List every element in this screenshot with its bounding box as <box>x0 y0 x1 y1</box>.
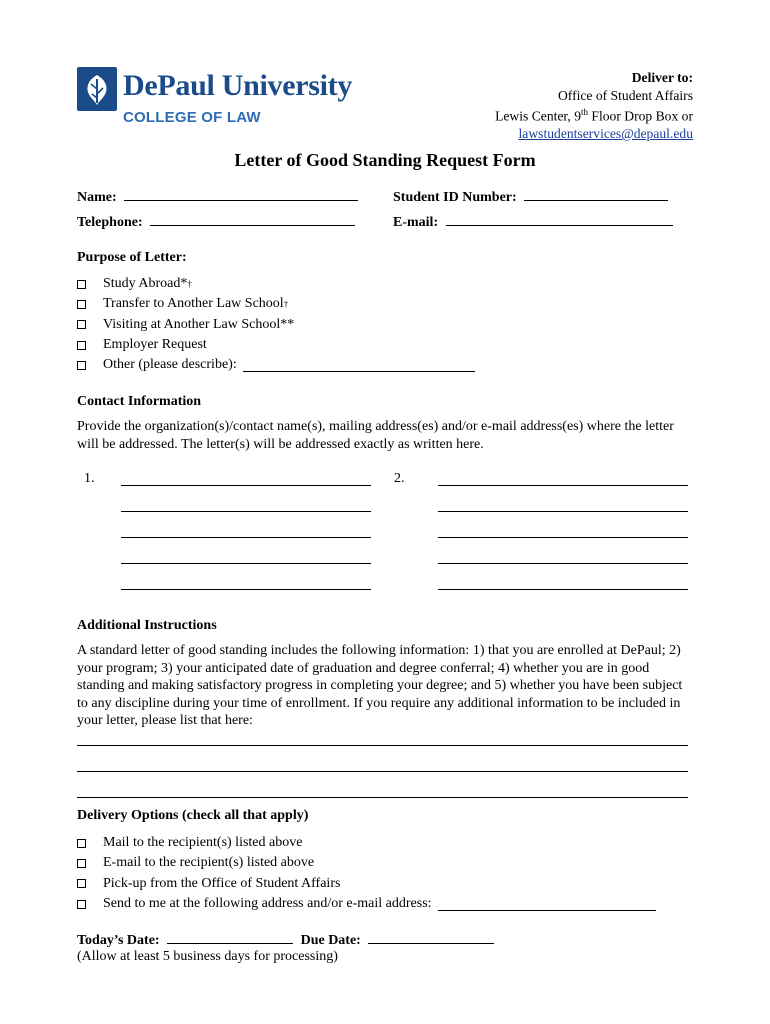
todays-date-label: Today’s Date: <box>77 933 160 948</box>
checkbox[interactable] <box>77 361 86 370</box>
recipient-2-line[interactable] <box>438 485 688 486</box>
delivery-option-label: Mail to the recipient(s) listed above <box>103 835 303 851</box>
telephone-label: Telephone: <box>77 215 143 230</box>
checkbox[interactable] <box>77 839 86 848</box>
name-blank[interactable] <box>124 188 358 201</box>
deliver-to-block <box>495 69 693 143</box>
recipient-1-line[interactable] <box>121 563 371 564</box>
telephone-blank[interactable] <box>150 213 355 226</box>
purpose-option-sup: † <box>283 299 289 310</box>
purpose-option-visiting[interactable] <box>77 315 475 335</box>
recipient-2-line[interactable] <box>438 589 688 590</box>
send-to-me-blank[interactable] <box>438 898 656 911</box>
form-title: Letter of Good Standing Request Form <box>234 150 536 170</box>
college-name: COLLEGE OF LAW <box>123 109 261 126</box>
additional-heading: Additional Instructions <box>77 618 217 633</box>
email-label: E-mail: <box>393 215 439 230</box>
checkbox[interactable] <box>77 859 86 868</box>
recipient-2-line[interactable] <box>438 563 688 564</box>
student-id-blank[interactable] <box>524 188 668 201</box>
email-field[interactable] <box>393 213 673 232</box>
deliver-office: Office of Student Affairs <box>557 87 693 103</box>
delivery-options <box>77 833 656 914</box>
delivery-option-label: E-mail to the recipient(s) listed above <box>103 855 315 871</box>
deliver-to-label: Deliver to: <box>631 70 693 85</box>
recipient-2-number: 2. <box>394 471 405 486</box>
depaul-logo <box>77 67 417 131</box>
deliver-email-link[interactable]: lawstudentservices@depaul.edu <box>518 126 693 142</box>
checkbox[interactable] <box>77 900 86 909</box>
email-blank[interactable] <box>446 213 673 226</box>
purpose-options <box>77 274 475 375</box>
checkbox[interactable] <box>77 879 86 888</box>
student-id-label: Student ID Number: <box>393 190 517 205</box>
recipient-1-line[interactable] <box>121 485 371 486</box>
purpose-option-label: Employer Request <box>103 337 207 353</box>
purpose-option-transfer[interactable] <box>77 294 475 314</box>
other-describe-blank[interactable] <box>243 359 475 372</box>
delivery-option-send-to-me[interactable] <box>77 894 656 914</box>
name-label: Name: <box>77 190 117 205</box>
recipient-1-number: 1. <box>84 471 95 486</box>
purpose-option-label: Study Abroad* <box>103 276 188 292</box>
processing-note: (Allow at least 5 business days for processing) <box>77 949 338 964</box>
purpose-option-label: Transfer to Another Law School <box>103 296 284 312</box>
checkbox[interactable] <box>77 300 86 309</box>
todays-date-blank[interactable] <box>167 931 293 944</box>
additional-info-line[interactable] <box>77 771 688 772</box>
additional-instructions: A standard letter of good standing includes the following information: 1) that you are enrolled at DePaul; 2) your program; 3) your anticipated date of graduation and degree conferral; 4) whether you are in good standing and making satisfactory progress in completing your degree; and 5) whether you have been subject to any discipline during your time of enrollment. If you require any additional information to be included in your letter, please list that here: <box>77 643 683 729</box>
delivery-option-label: Pick-up from the Office of Student Affairs <box>103 875 341 891</box>
checkbox[interactable] <box>77 280 86 289</box>
delivery-option-email[interactable] <box>77 853 656 873</box>
recipient-2-line[interactable] <box>438 537 688 538</box>
delivery-heading: Delivery Options (check all that apply) <box>77 808 309 823</box>
deliver-location-b: Floor Drop Box or <box>588 108 693 124</box>
delivery-option-pickup[interactable] <box>77 874 656 894</box>
due-date-label: Due Date: <box>300 933 361 948</box>
checkbox[interactable] <box>77 320 86 329</box>
additional-info-line[interactable] <box>77 745 688 746</box>
recipient-1-line[interactable] <box>121 537 371 538</box>
recipient-1-line[interactable] <box>121 511 371 512</box>
deliver-location-sup: th <box>581 107 589 117</box>
deliver-location-a: Lewis Center, 9 <box>495 108 581 124</box>
delivery-option-label: Send to me at the following address and/or e-mail address: <box>103 896 432 912</box>
recipient-2-line[interactable] <box>438 511 688 512</box>
university-name: DePaul University <box>123 69 353 102</box>
delivery-option-mail[interactable] <box>77 833 656 853</box>
purpose-option-employer[interactable] <box>77 335 475 355</box>
recipient-1-line[interactable] <box>121 589 371 590</box>
deliver-location <box>495 104 693 125</box>
purpose-option-study-abroad[interactable] <box>77 274 475 294</box>
contact-heading: Contact Information <box>77 394 202 409</box>
depaul-leaf-logo-icon <box>77 67 117 111</box>
due-date-blank[interactable] <box>368 931 494 944</box>
additional-info-line[interactable] <box>77 797 688 798</box>
purpose-option-label: Other (please describe): <box>103 357 237 373</box>
student-id-field[interactable] <box>393 188 668 207</box>
purpose-option-other[interactable] <box>77 355 475 375</box>
purpose-heading: Purpose of Letter: <box>77 250 187 265</box>
purpose-option-label: Visiting at Another Law School** <box>103 316 295 332</box>
name-field[interactable] <box>77 188 358 207</box>
purpose-option-sup: † <box>187 279 192 290</box>
contact-instructions: Provide the organization(s)/contact name(s), mailing address(es) and/or e-mail address(es) where the letter will be addressed. The letter(s) will be addressed exactly as written here. <box>77 419 674 452</box>
telephone-field[interactable] <box>77 213 355 232</box>
checkbox[interactable] <box>77 341 86 350</box>
